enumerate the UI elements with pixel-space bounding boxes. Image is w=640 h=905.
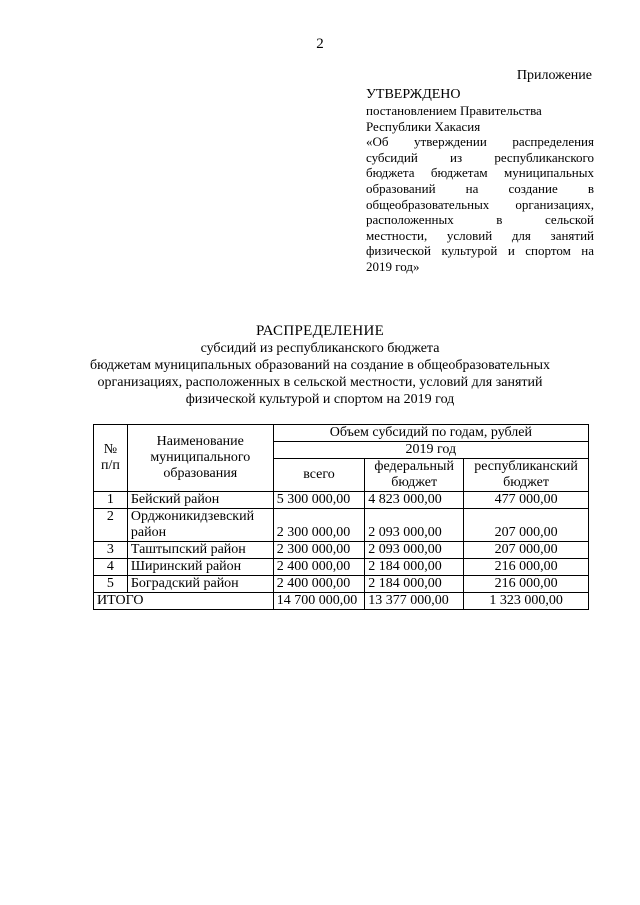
row-total: 2 300 000,00	[273, 542, 365, 559]
table-row	[94, 509, 589, 542]
totals-total: 14 700 000,00	[273, 593, 365, 610]
totals-row	[94, 593, 589, 610]
document-title	[40, 323, 600, 408]
row-federal: 2 093 000,00	[365, 542, 464, 559]
decree-line: физической культурой и спортом на	[366, 243, 594, 259]
header-name: Наименование муниципального образования	[127, 425, 273, 492]
row-num: 3	[94, 542, 128, 559]
row-total: 2 300 000,00	[273, 509, 365, 542]
table-row	[94, 576, 589, 593]
header-num: № п/п	[94, 425, 128, 492]
page-number: 2	[316, 36, 324, 52]
title-line: бюджетам муниципальных образований на создание в общеобразовательных	[89, 358, 550, 373]
approved-heading: УТВЕРЖДЕНО	[366, 87, 461, 102]
totals-label: ИТОГО	[94, 593, 274, 610]
title-line: физической культурой и спортом на 2019 год	[185, 392, 455, 407]
row-total: 2 400 000,00	[273, 559, 365, 576]
approval-by-line: постановлением Правительства	[366, 103, 542, 118]
decree-line: 2019 год»	[366, 258, 420, 274]
row-num: 1	[94, 492, 128, 509]
row-republican: 207 000,00	[464, 509, 589, 542]
decree-line: «Об утверждении распределения	[366, 134, 594, 150]
header-volume: Объем субсидий по годам, рублей	[273, 425, 588, 442]
distribution-table	[93, 424, 589, 610]
decree-line: расположенных в сельской	[366, 212, 594, 228]
decree-line: образований на создание в	[366, 180, 594, 196]
row-total: 5 300 000,00	[273, 492, 365, 509]
row-name: Таштыпский район	[127, 542, 273, 559]
appendix-label: Приложение	[516, 68, 592, 83]
table-row	[94, 492, 589, 509]
row-total: 2 400 000,00	[273, 576, 365, 593]
title-line: организациях, расположенных в сельской местности, условий для занятий	[97, 375, 543, 390]
totals-republican: 1 323 000,00	[464, 593, 589, 610]
table-row	[94, 542, 589, 559]
row-republican: 216 000,00	[464, 559, 589, 576]
row-name: Бейский район	[127, 492, 273, 509]
row-republican: 216 000,00	[464, 576, 589, 593]
row-name: Боградский район	[127, 576, 273, 593]
row-num: 5	[94, 576, 128, 593]
approval-by-line: Республики Хакасия	[366, 118, 481, 134]
header-year: 2019 год	[273, 442, 588, 459]
decree-line: общеобразовательных организациях,	[366, 196, 594, 212]
title-heading: РАСПРЕДЕЛЕНИЕ	[255, 323, 385, 339]
row-federal: 2 184 000,00	[365, 559, 464, 576]
row-federal: 2 184 000,00	[365, 576, 464, 593]
approval-block	[366, 86, 594, 275]
header-republican: республиканский бюджет	[464, 459, 589, 492]
title-line: субсидий из республиканского бюджета	[200, 341, 440, 356]
decree-line: бюджета бюджетам муниципальных	[366, 165, 594, 181]
table-row	[94, 559, 589, 576]
row-federal: 2 093 000,00	[365, 509, 464, 542]
row-num: 2	[94, 509, 128, 542]
header-federal: федеральный бюджет	[365, 459, 464, 492]
header-total: всего	[273, 459, 365, 492]
row-num: 4	[94, 559, 128, 576]
row-federal: 4 823 000,00	[365, 492, 464, 509]
row-republican: 477 000,00	[464, 492, 589, 509]
decree-line: местности, условий для занятий	[366, 227, 594, 243]
row-name: Орджоникидзевский район	[127, 509, 273, 542]
totals-federal: 13 377 000,00	[365, 593, 464, 610]
decree-line: субсидий из республиканского	[366, 149, 594, 165]
row-name: Ширинский район	[127, 559, 273, 576]
row-republican: 207 000,00	[464, 542, 589, 559]
